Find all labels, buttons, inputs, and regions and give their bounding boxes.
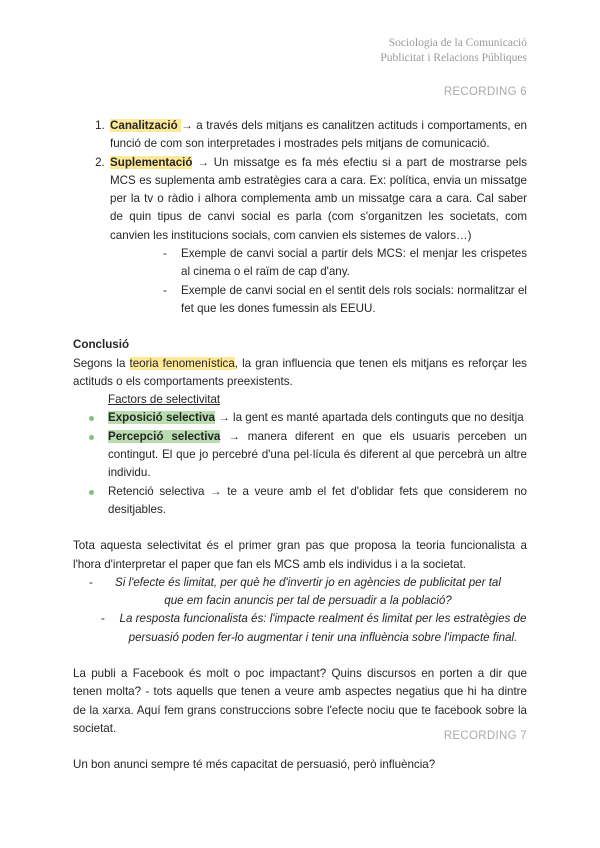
list-item [108,117,527,154]
item-text: Si l'efecte és limitat, per què he d'invertir jo en agències de publicitat per tal que em facin anuncis per tal de persuadir a la població? [115,575,501,608]
item-text: La resposta funcionalista és: l'impacte realment és limitat per les estratègies de persuasió poden fer-lo augmentar i tenir una influència sobre l'impacte final. [119,612,527,644]
item-text: → Un missatge es fa més efectiu si a part de mostrarse pels MCS es suplementa amb estratègies cara a cara. Ex: política, envia un missatge per la tv o ràdio i alhora complementa amb un missatge cara a cara. Cal saber de quin tipus de canvi social es parla (com s'organitzen les societats, com canvien les institucions socials, com canvien els sistemes de valors…) [110,155,527,242]
term-highlight: Percepció selectiva [108,429,221,443]
text: , la gran influencia que tenen els mitjans es reforçar les actituds o els comportaments preexistents. [73,356,527,388]
term-highlight: Canalització [110,119,182,132]
text: Segons la [73,356,130,370]
paragraph: La publi a Facebook és molt o poc impactant? Quins discursos en porten a dir que tenen molta? - tots aquells que tenen a veure amb aspectes negatius que hi ha dintre de la xarxa. Aquí fem grans construccions sobre l'efecte nociu que te facebook sobre la societat. [73,667,527,735]
term-highlight: teoria fenomenística [129,356,235,370]
bullet-list [73,409,527,519]
list-item: - Exemple de canvi social a partir dels MCS: el menjar les crispetes al cinema o el raïm de cap d'any. [163,245,527,282]
document-body [73,117,527,775]
page-header [380,36,527,66]
item-text: → la gent es manté apartada dels continguts que no desitja [214,411,524,425]
list-item [108,428,527,483]
paragraph: Un bon anunci sempre té més capacitat de persuasió, però influència? [73,758,436,772]
dash-list [73,245,527,318]
conclusion-title: Conclusió [73,338,130,352]
term-highlight: Exposició selectiva [108,411,215,425]
recording-label-top: RECORDING 6 [443,86,527,98]
paragraph: Tota aquesta selectivitat és el primer gran pas que proposa la teoria funcionalista a l'hora d'interpretar el paper que fan els MCS amb els individus i a la societat. [73,539,527,571]
list-item [108,154,527,245]
item-text: Retenció selectiva → te a veure amb el fet d'oblidar fets que considerem no desitjables. [108,484,527,516]
conclusion-paragraph [73,355,527,392]
numbered-list [73,117,527,245]
list-item [108,483,527,520]
list-item: - Si l'efecte és limitat, per què he d'invertir jo en agències de publicitat per tal que em facin anuncis per tal de persuadir a la població? [89,575,501,608]
list-item [108,409,527,427]
item-text: → manera diferent en que els usuaris perceben un contingut. El que jo percebré d'una pel·lícula és diferent al que percebrà un altre individu. [108,429,527,480]
header-course: Sociologia de la Comunicació [388,37,527,49]
list-item: - Exemple de canvi social en el sentit dels rols socials: normalitzar el fet que les dones fumessin als EEUU. [163,282,527,319]
header-degree: Publicitat i Relacions Públiques [380,52,527,64]
factors-title: Factors de selectivitat [108,393,221,407]
list-item: - La resposta funcionalista és: l'impacte realment és limitat per les estratègies de persuasió poden fer-lo augmentar i tenir una influència sobre l'impacte final. [101,612,527,644]
recording-label-bottom: RECORDING 7 [443,730,527,742]
term-highlight: Suplementació [110,155,193,169]
italic-list [73,574,527,647]
item-text: → a través dels mitjans es canalitzen actituds i comportaments, en funció de com son interpretades i mostrades pels mitjans de comunicació. [110,119,527,151]
